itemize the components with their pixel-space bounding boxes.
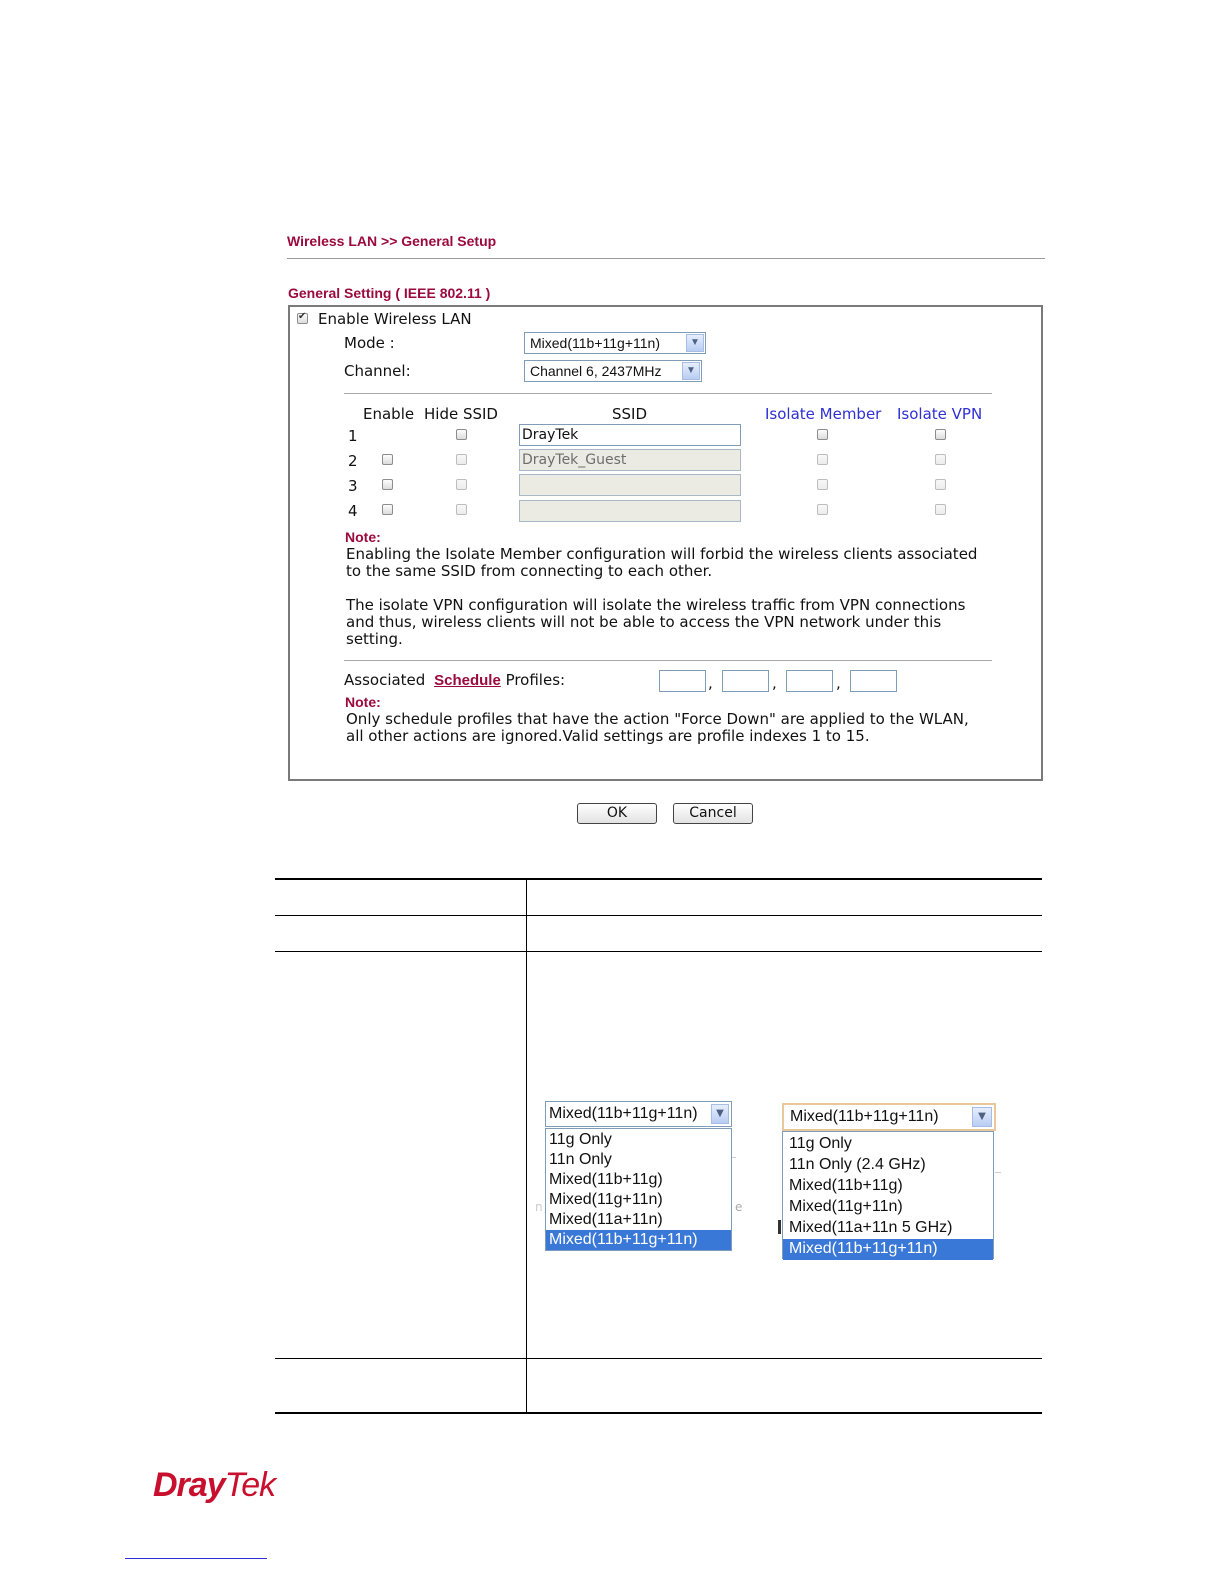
mode-label: Mode : xyxy=(344,334,395,352)
schedule-link[interactable]: Schedule xyxy=(434,672,501,689)
note-text: Only schedule profiles that have the action "Force Down" are applied to the WLAN, xyxy=(346,710,969,728)
hide-ssid-checkbox[interactable] xyxy=(456,479,467,490)
mode-dropdown-left[interactable] xyxy=(545,1101,732,1127)
table-rule xyxy=(275,915,1042,916)
mode-dropdown-right-list xyxy=(782,1131,994,1259)
logo-part: Tek xyxy=(224,1466,276,1504)
dropdown-option[interactable]: 11g Only xyxy=(789,1135,852,1152)
channel-select-value: Channel 6, 2437MHz xyxy=(530,363,662,379)
draytek-logo xyxy=(153,1466,275,1505)
background-fragment: n xyxy=(535,1200,543,1214)
dropdown-option[interactable]: 11n Only xyxy=(549,1151,612,1168)
isolate-member-checkbox[interactable] xyxy=(817,454,828,465)
hide-ssid-checkbox[interactable] xyxy=(456,454,467,465)
note-title: Note: xyxy=(345,529,381,545)
isolate-member-checkbox[interactable] xyxy=(817,429,828,440)
mode-select[interactable] xyxy=(524,332,706,354)
background-fragment xyxy=(995,1172,1001,1173)
note-title: Note: xyxy=(345,694,381,710)
note-text: to the same SSID from connecting to each other. xyxy=(346,562,713,580)
background-fragment xyxy=(778,1220,781,1234)
note-text: and thus, wireless clients will not be able to access the VPN network under this xyxy=(346,613,942,631)
dropdown-value: Mixed(11b+11g+11n) xyxy=(549,1105,698,1122)
hide-ssid-checkbox[interactable] xyxy=(456,504,467,515)
dropdown-option-selected[interactable]: Mixed(11b+11g+11n) xyxy=(546,1230,731,1250)
enable-ssid-checkbox[interactable] xyxy=(382,504,393,515)
header-enable: Enable xyxy=(363,405,415,423)
breadcrumb: Wireless LAN >> General Setup xyxy=(287,233,497,249)
mode-dropdown-right[interactable] xyxy=(782,1103,996,1131)
note-text: The isolate VPN configuration will isolate the wireless traffic from VPN connections xyxy=(346,596,966,614)
header-isolate-member: Isolate Member xyxy=(765,405,882,423)
chevron-down-icon[interactable]: ▼ xyxy=(686,334,704,352)
note-text: setting. xyxy=(346,630,403,648)
header-ssid: SSID xyxy=(612,405,648,423)
cancel-button[interactable]: Cancel xyxy=(673,803,753,824)
schedule-prefix: Associated xyxy=(344,671,426,689)
dropdown-option[interactable]: 11g Only xyxy=(549,1131,612,1148)
isolate-member-checkbox[interactable] xyxy=(817,504,828,515)
dropdown-value: Mixed(11b+11g+11n) xyxy=(790,1108,939,1125)
mode-dropdown-left-list xyxy=(545,1128,732,1251)
ok-button[interactable]: OK xyxy=(577,803,657,824)
chevron-down-icon[interactable]: ▼ xyxy=(711,1104,729,1124)
dropdown-option[interactable]: Mixed(11a+11n) xyxy=(549,1211,663,1228)
schedule-suffix: Profiles: xyxy=(505,671,566,689)
row-index: 1 xyxy=(348,427,358,445)
enable-ssid-checkbox[interactable] xyxy=(382,479,393,490)
dropdown-option-selected[interactable]: Mixed(11b+11g+11n) xyxy=(783,1239,993,1260)
row-index: 4 xyxy=(348,502,358,520)
background-fragment: e xyxy=(735,1200,743,1214)
divider xyxy=(344,660,992,661)
ssid-input[interactable] xyxy=(519,500,741,522)
chevron-down-icon[interactable]: ▼ xyxy=(972,1107,992,1127)
table-rule xyxy=(275,878,1042,880)
table-rule xyxy=(275,951,1042,952)
schedule-profile-input[interactable] xyxy=(722,670,769,692)
isolate-vpn-checkbox[interactable] xyxy=(935,504,946,515)
table-column-divider xyxy=(526,879,527,1413)
dropdown-option[interactable]: Mixed(11a+11n 5 GHz) xyxy=(789,1219,953,1236)
enable-wireless-checkbox[interactable] xyxy=(297,313,308,324)
separator: , xyxy=(772,674,777,692)
dropdown-option[interactable]: Mixed(11b+11g) xyxy=(549,1171,663,1188)
chevron-down-icon[interactable]: ▼ xyxy=(682,362,700,380)
hide-ssid-checkbox[interactable] xyxy=(456,429,467,440)
logo-part: Dray xyxy=(153,1466,225,1504)
isolate-vpn-checkbox[interactable] xyxy=(935,479,946,490)
divider xyxy=(344,393,992,394)
dropdown-option[interactable]: 11n Only (2.4 GHz) xyxy=(789,1156,926,1173)
separator: , xyxy=(836,674,841,692)
ssid-input[interactable]: DrayTek_Guest xyxy=(519,449,741,471)
dropdown-option[interactable]: Mixed(11b+11g) xyxy=(789,1177,903,1194)
header-hide-ssid: Hide SSID xyxy=(424,405,498,423)
note-text: Enabling the Isolate Member configuration will forbid the wireless clients associated xyxy=(346,545,978,563)
dropdown-option[interactable]: Mixed(11g+11n) xyxy=(549,1191,663,1208)
channel-select[interactable] xyxy=(524,360,702,382)
schedule-label xyxy=(344,672,565,689)
dropdown-option[interactable]: Mixed(11g+11n) xyxy=(789,1198,903,1215)
schedule-profile-input[interactable] xyxy=(786,670,833,692)
enable-wireless-label: Enable Wireless LAN xyxy=(318,310,472,328)
breadcrumb-divider xyxy=(287,258,1045,259)
schedule-profile-input[interactable] xyxy=(850,670,897,692)
footer-rule xyxy=(125,1558,267,1559)
row-index: 3 xyxy=(348,477,358,495)
separator: , xyxy=(708,674,713,692)
channel-label: Channel: xyxy=(344,362,411,380)
isolate-vpn-checkbox[interactable] xyxy=(935,454,946,465)
enable-ssid-checkbox[interactable] xyxy=(382,454,393,465)
header-isolate-vpn: Isolate VPN xyxy=(897,405,983,423)
ssid-input[interactable] xyxy=(519,474,741,496)
table-rule xyxy=(275,1412,1042,1414)
row-index: 2 xyxy=(348,452,358,470)
isolate-vpn-checkbox[interactable] xyxy=(935,429,946,440)
isolate-member-checkbox[interactable] xyxy=(817,479,828,490)
note-text: all other actions are ignored.Valid settings are profile indexes 1 to 15. xyxy=(346,727,870,745)
table-rule xyxy=(275,1358,1042,1359)
section-title: General Setting ( IEEE 802.11 ) xyxy=(288,285,491,301)
ssid-input[interactable]: DrayTek xyxy=(519,424,741,446)
schedule-profile-input[interactable] xyxy=(659,670,706,692)
mode-select-value: Mixed(11b+11g+11n) xyxy=(530,335,660,351)
